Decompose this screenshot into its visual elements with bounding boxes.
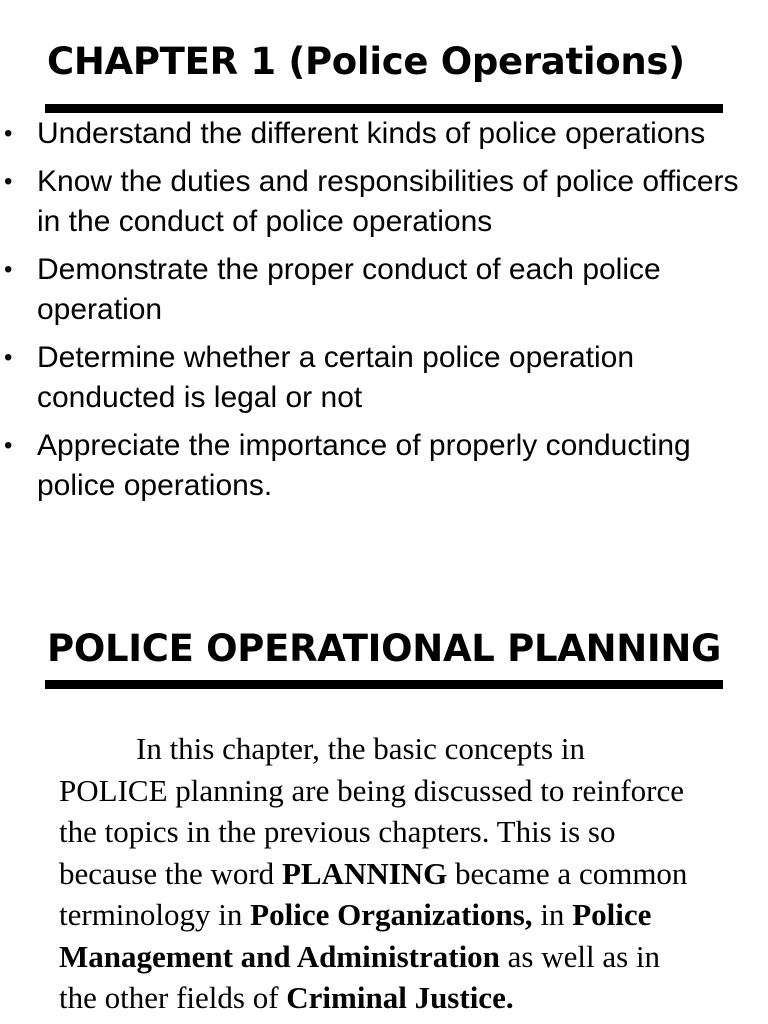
intro-text: In this chapter, the basic concepts in POLICE planning are being discussed to reinforce the topics in the previous chapters. This is so because the word: [59, 731, 684, 891]
bullet-icon: •: [4, 344, 13, 371]
objective-text: Demonstrate the proper conduct of each police operation: [37, 253, 661, 326]
intro-bold-police-management: Police Management and Administration: [59, 897, 652, 974]
bullet-icon: •: [4, 168, 13, 195]
bullet-icon: •: [4, 256, 13, 283]
list-item: [0, 338, 760, 418]
objectives-list: [0, 114, 760, 514]
bullet-icon: •: [4, 120, 13, 147]
list-item: [0, 162, 760, 242]
objective-text: Know the duties and responsibilities of police officers in the conduct of police operations: [37, 165, 739, 238]
intro-text: as well as in the other fields of: [59, 938, 661, 1015]
intro-bold-police-organizations: Police Organizations,: [250, 897, 533, 932]
objective-text: Determine whether a certain police operation conducted is legal or not: [37, 341, 634, 414]
intro-text: became a common terminology in: [59, 855, 688, 932]
section-title: POLICE OPERATIONAL PLANNING: [47, 627, 722, 670]
section-underline: [45, 680, 723, 689]
intro-bold-planning: PLANNING: [281, 855, 448, 891]
objective-text: Appreciate the importance of properly conducting police operations.: [37, 429, 691, 502]
list-item: [0, 114, 760, 154]
chapter-title: CHAPTER 1 (Police Operations): [47, 40, 685, 83]
list-item: [0, 250, 760, 330]
list-item: [0, 426, 760, 506]
title-underline: [45, 104, 723, 113]
bullet-icon: •: [4, 432, 13, 459]
intro-bold-criminal-justice: Criminal Justice.: [286, 980, 514, 1015]
objective-text: Understand the different kinds of police operations: [37, 117, 706, 150]
intro-text: in: [532, 897, 573, 932]
intro-paragraph: [59, 728, 699, 1019]
